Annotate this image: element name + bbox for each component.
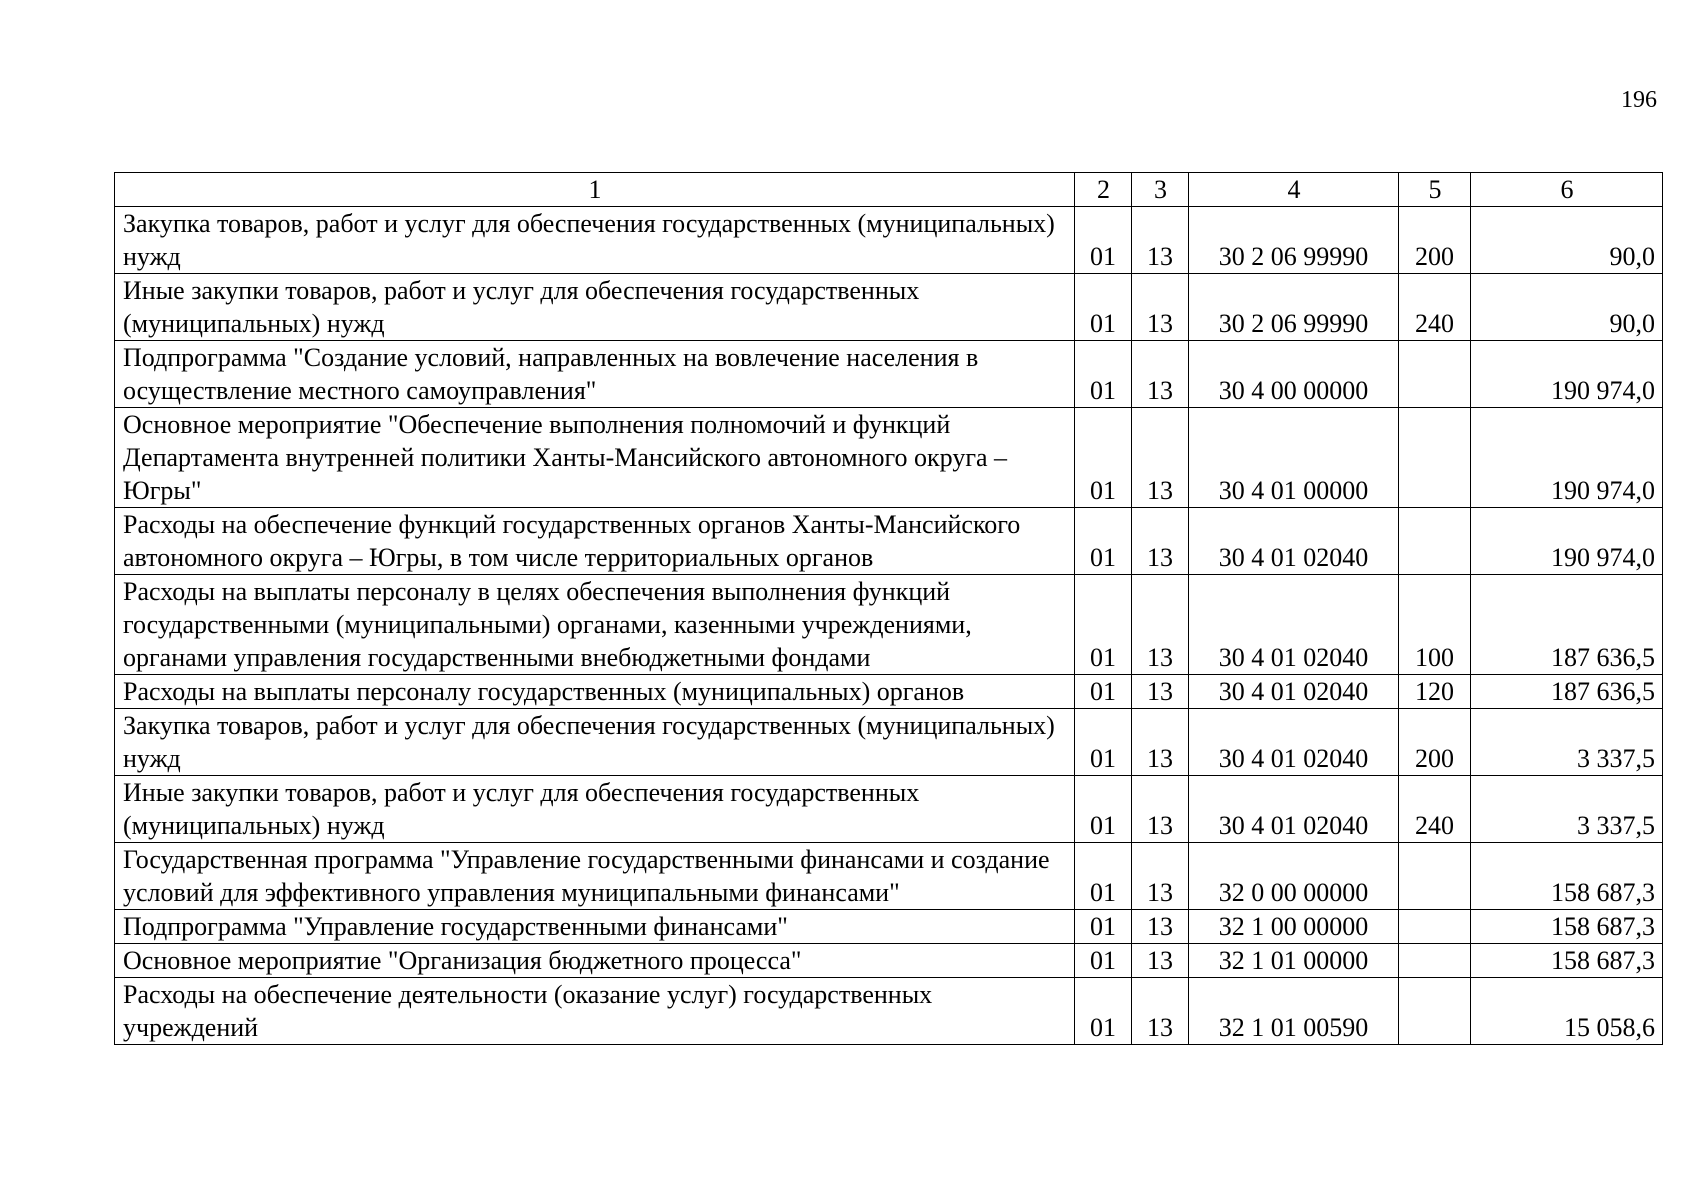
row-target-code: 30 2 06 99990: [1189, 274, 1399, 341]
row-target-code: 30 4 01 02040: [1189, 776, 1399, 843]
row-subsection: 13: [1132, 776, 1189, 843]
row-expense-type: 200: [1399, 207, 1471, 274]
row-name: Основное мероприятие "Организация бюджетного процесса": [115, 944, 1075, 978]
table-row: [115, 709, 1663, 776]
row-expense-type: [1399, 978, 1471, 1045]
row-subsection: 13: [1132, 944, 1189, 978]
row-amount: 158 687,3: [1471, 910, 1663, 944]
row-subsection: 13: [1132, 508, 1189, 575]
table-row: [115, 978, 1663, 1045]
row-section: 01: [1075, 408, 1132, 508]
row-name: Подпрограмма "Создание условий, направленных на вовлечение населения в осуществление местного самоуправления": [115, 341, 1075, 408]
row-expense-type: 240: [1399, 274, 1471, 341]
row-amount: 90,0: [1471, 274, 1663, 341]
row-section: 01: [1075, 910, 1132, 944]
row-name: Расходы на обеспечение функций государственных органов Ханты-Мансийского автономного округа – Югры, в том числе территориальных органов: [115, 508, 1075, 575]
row-target-code: 30 4 01 02040: [1189, 675, 1399, 709]
row-subsection: 13: [1132, 341, 1189, 408]
header-col-5: 5: [1399, 173, 1471, 207]
row-subsection: 13: [1132, 910, 1189, 944]
table-row: [115, 843, 1663, 910]
budget-table: [114, 172, 1663, 1045]
row-section: 01: [1075, 709, 1132, 776]
row-name: Расходы на обеспечение деятельности (оказание услуг) государственных учреждений: [115, 978, 1075, 1045]
table-row: [115, 274, 1663, 341]
header-col-3: 3: [1132, 173, 1189, 207]
header-col-2: 2: [1075, 173, 1132, 207]
row-subsection: 13: [1132, 675, 1189, 709]
row-name: Иные закупки товаров, работ и услуг для обеспечения государственных (муниципальных) нужд: [115, 274, 1075, 341]
row-target-code: 30 4 01 02040: [1189, 709, 1399, 776]
table-row: [115, 675, 1663, 709]
table-row: [115, 776, 1663, 843]
row-section: 01: [1075, 508, 1132, 575]
row-subsection: 13: [1132, 709, 1189, 776]
row-amount: 158 687,3: [1471, 944, 1663, 978]
row-expense-type: 100: [1399, 575, 1471, 675]
row-expense-type: [1399, 944, 1471, 978]
row-expense-type: [1399, 408, 1471, 508]
row-name: Расходы на выплаты персоналу в целях обеспечения выполнения функций государственными (муниципальными) органами, казенными учреждениями, органами управления государственными внебюджетными фондами: [115, 575, 1075, 675]
row-target-code: 30 4 00 00000: [1189, 341, 1399, 408]
row-amount: 90,0: [1471, 207, 1663, 274]
row-subsection: 13: [1132, 207, 1189, 274]
row-amount: 190 974,0: [1471, 408, 1663, 508]
row-expense-type: 240: [1399, 776, 1471, 843]
row-subsection: 13: [1132, 408, 1189, 508]
row-target-code: 30 4 01 00000: [1189, 408, 1399, 508]
table-row: [115, 408, 1663, 508]
row-name: Закупка товаров, работ и услуг для обеспечения государственных (муниципальных) нужд: [115, 709, 1075, 776]
header-col-6: 6: [1471, 173, 1663, 207]
row-expense-type: [1399, 341, 1471, 408]
row-name: Основное мероприятие "Обеспечение выполнения полномочий и функций Департамента внутренней политики Ханты-Мансийского автономного округа – Югры": [115, 408, 1075, 508]
row-section: 01: [1075, 575, 1132, 675]
table-row: [115, 207, 1663, 274]
row-subsection: 13: [1132, 575, 1189, 675]
row-target-code: 30 4 01 02040: [1189, 575, 1399, 675]
row-name: Закупка товаров, работ и услуг для обеспечения государственных (муниципальных) нужд: [115, 207, 1075, 274]
row-section: 01: [1075, 944, 1132, 978]
table-row: [115, 575, 1663, 675]
row-section: 01: [1075, 843, 1132, 910]
row-section: 01: [1075, 776, 1132, 843]
row-amount: 3 337,5: [1471, 709, 1663, 776]
row-expense-type: 120: [1399, 675, 1471, 709]
row-amount: 158 687,3: [1471, 843, 1663, 910]
row-target-code: 32 1 00 00000: [1189, 910, 1399, 944]
row-subsection: 13: [1132, 843, 1189, 910]
table-row: [115, 508, 1663, 575]
table-row: [115, 944, 1663, 978]
row-name: Государственная программа "Управление государственными финансами и создание условий для эффективного управления муниципальными финансами": [115, 843, 1075, 910]
table-body: [115, 207, 1663, 1045]
header-col-4: 4: [1189, 173, 1399, 207]
row-amount: 190 974,0: [1471, 341, 1663, 408]
row-amount: 190 974,0: [1471, 508, 1663, 575]
row-expense-type: [1399, 508, 1471, 575]
row-amount: 15 058,6: [1471, 978, 1663, 1045]
table-header-row: [115, 173, 1663, 207]
page-number: 196: [1621, 87, 1657, 113]
table-row: [115, 341, 1663, 408]
row-amount: 187 636,5: [1471, 675, 1663, 709]
row-expense-type: [1399, 843, 1471, 910]
row-target-code: 32 1 01 00000: [1189, 944, 1399, 978]
row-target-code: 30 2 06 99990: [1189, 207, 1399, 274]
row-section: 01: [1075, 341, 1132, 408]
row-section: 01: [1075, 207, 1132, 274]
row-section: 01: [1075, 675, 1132, 709]
row-name: Иные закупки товаров, работ и услуг для обеспечения государственных (муниципальных) нужд: [115, 776, 1075, 843]
row-amount: 3 337,5: [1471, 776, 1663, 843]
row-name: Подпрограмма "Управление государственными финансами": [115, 910, 1075, 944]
row-target-code: 30 4 01 02040: [1189, 508, 1399, 575]
row-section: 01: [1075, 274, 1132, 341]
row-expense-type: [1399, 910, 1471, 944]
header-col-1: 1: [115, 173, 1075, 207]
table-row: [115, 910, 1663, 944]
row-subsection: 13: [1132, 978, 1189, 1045]
row-target-code: 32 1 01 00590: [1189, 978, 1399, 1045]
row-subsection: 13: [1132, 274, 1189, 341]
row-section: 01: [1075, 978, 1132, 1045]
row-name: Расходы на выплаты персоналу государственных (муниципальных) органов: [115, 675, 1075, 709]
row-amount: 187 636,5: [1471, 575, 1663, 675]
row-expense-type: 200: [1399, 709, 1471, 776]
row-target-code: 32 0 00 00000: [1189, 843, 1399, 910]
